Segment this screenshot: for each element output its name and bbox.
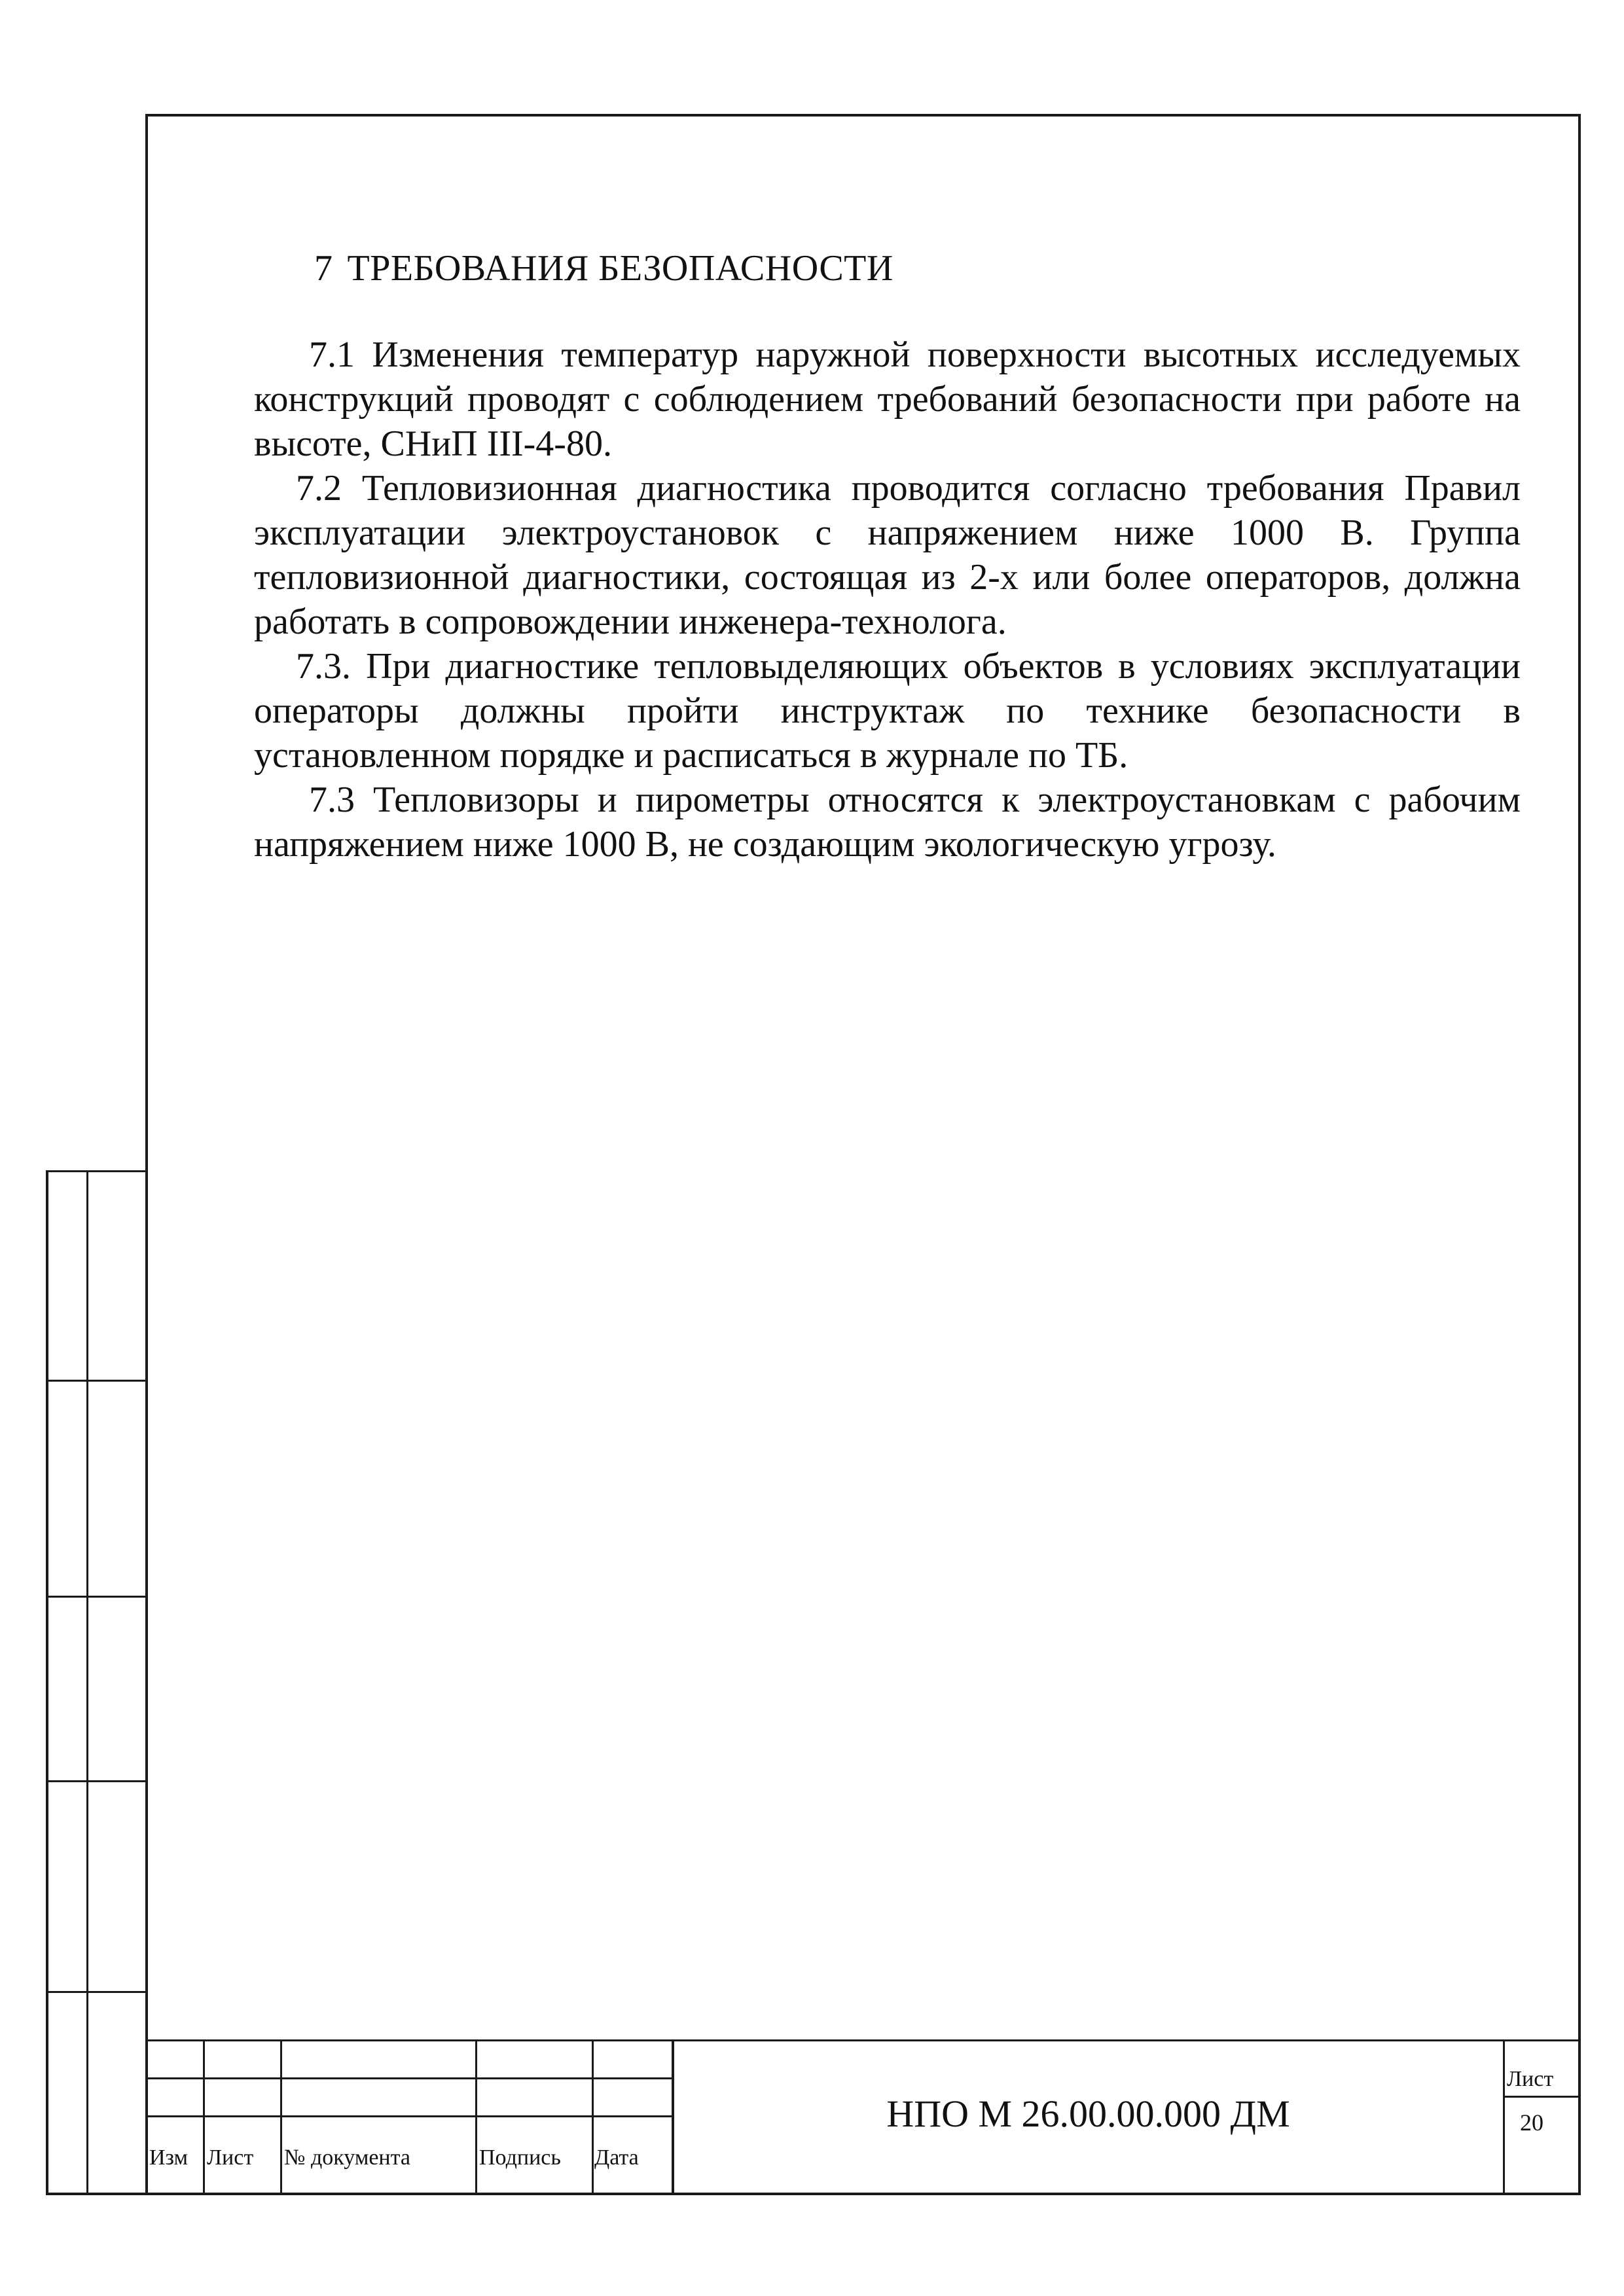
section-title: ТРЕБОВАНИЯ БЕЗОПАСНОСТИ <box>347 248 893 289</box>
column-label-list: Лист <box>207 2145 254 2170</box>
document-code: НПО М 26.00.00.000 ДМ <box>886 2092 1290 2135</box>
paragraph-7-2: 7.2 Тепловизионная диагностика проводится согласно требования Правил эксплуатации электроустановок с напряжением ниже 1000 В. Группа тепловизионной диагностики, состоящая из 2-х или более операторов, должна работать в сопровождении инженера-технолога. <box>254 468 1521 642</box>
document-body <box>254 332 1521 867</box>
column-label-date: Дата <box>594 2145 639 2170</box>
section-number: 7 <box>314 248 333 289</box>
paragraph-7-3-diagnostics: 7.3. При диагностике тепловыделяющих объектов в условиях эксплуатации операторы должны пройти инструктаж по технике безопасности в установленном порядке и расписаться в журнале по ТБ. <box>254 646 1521 776</box>
sheet-label: Лист <box>1507 2067 1554 2091</box>
paragraph-7-3-devices: 7.3 Тепловизоры и пирометры относятся к электроустановкам с рабочим напряжением ниже 1000 В, не создающим экологическую угрозу. <box>254 780 1521 865</box>
paragraph-7-1: 7.1 Изменения температур наружной поверхности высотных исследуемых конструкций проводят с соблюдением требований безопасности при работе на высоте, СНиП III-4-80. <box>254 334 1521 464</box>
column-label-signature: Подпись <box>479 2145 561 2170</box>
section-heading <box>314 247 893 289</box>
column-label-izm: Изм <box>149 2145 189 2170</box>
column-label-document-number: № документа <box>284 2145 410 2170</box>
sheet-number: 20 <box>1520 2109 1543 2136</box>
